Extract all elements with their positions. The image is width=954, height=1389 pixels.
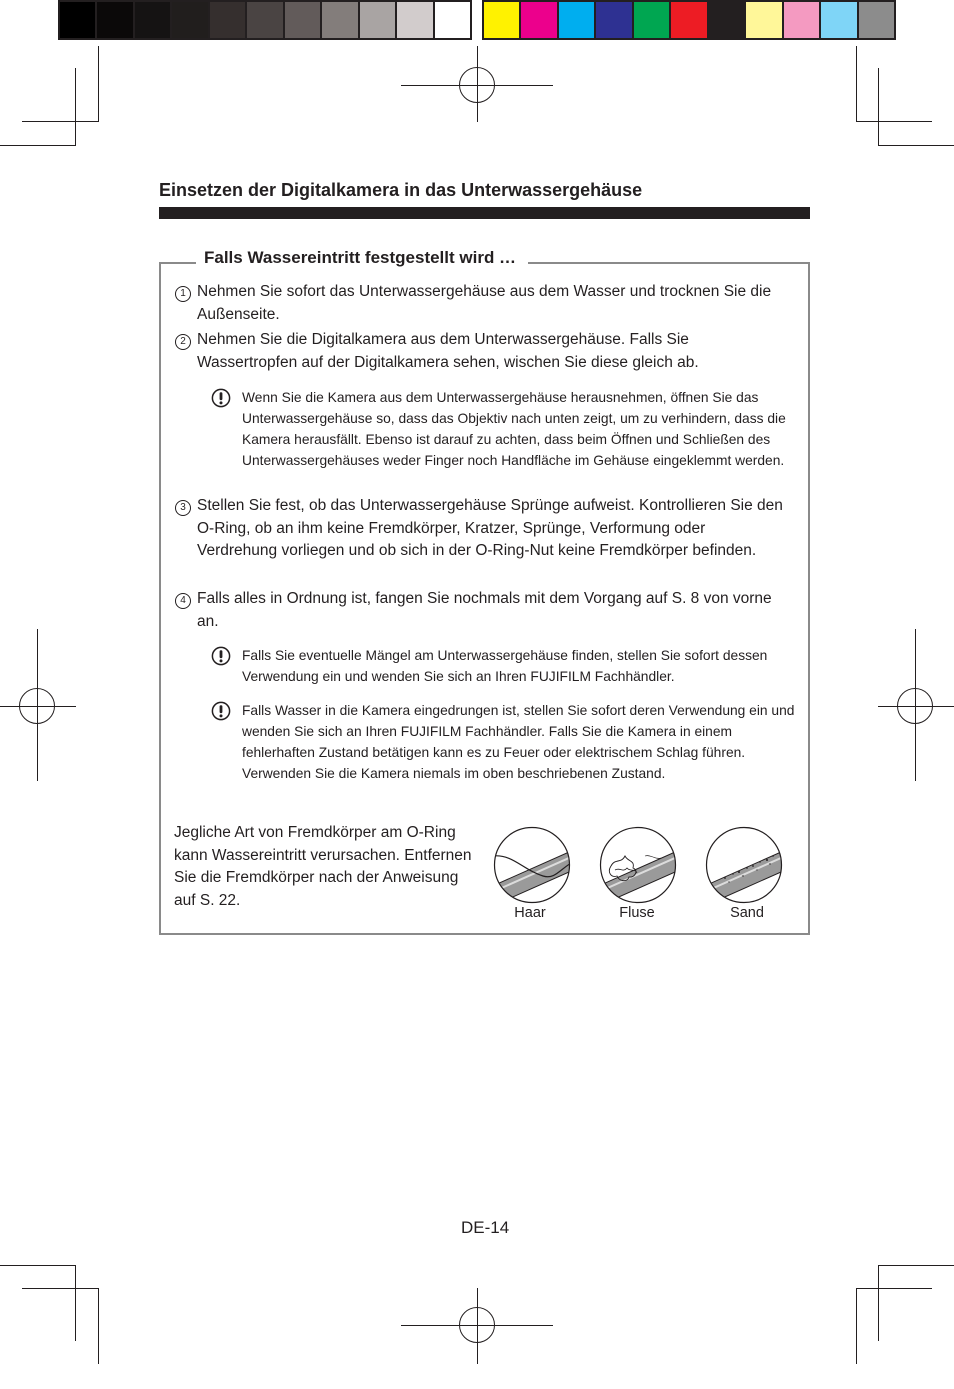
- caution-note-2: [211, 645, 801, 687]
- color-swatch: [60, 2, 95, 38]
- registration-circle: [897, 688, 933, 724]
- color-calibration-bar: [482, 0, 896, 40]
- crop-mark: [22, 1288, 98, 1289]
- step-number: 4: [175, 593, 191, 609]
- step-text: Nehmen Sie sofort das Unterwassergehäuse aus dem Wasser und trocknen Sie die Außenseite.: [197, 283, 772, 323]
- crop-mark: [856, 121, 932, 122]
- step-number: 1: [175, 286, 191, 302]
- color-swatch: [135, 2, 170, 38]
- color-swatch: [285, 2, 320, 38]
- sand-on-o-ring-icon: [705, 826, 783, 904]
- crop-mark: [856, 1288, 857, 1364]
- step-text: Falls alles in Ordnung ist, fangen Sie nochmals mit dem Vorgang auf S. 8 von vorne an.: [197, 590, 772, 630]
- box-title: Falls Wassereintritt festgestellt wird …: [196, 248, 528, 268]
- color-swatch: [210, 2, 245, 38]
- color-swatch: [97, 2, 132, 38]
- note-text: Falls Sie eventuelle Mängel am Unterwassergehäuse finden, stellen Sie sofort dessen Verwendung ein und wenden Sie sich an Ihren FUJIFILM Fachhändler.: [242, 648, 768, 684]
- color-swatch: [172, 2, 207, 38]
- step-1: [174, 281, 784, 326]
- color-swatch: [821, 2, 856, 38]
- color-swatch: [484, 2, 519, 38]
- crop-mark: [98, 1288, 99, 1364]
- caution-icon: [211, 388, 231, 408]
- grayscale-calibration-bar: [58, 0, 472, 40]
- figure-caption-sand: Sand: [730, 905, 764, 921]
- figure-caption-hair: Haar: [514, 905, 546, 921]
- caution-note-3: [211, 700, 801, 784]
- step-3: [174, 495, 784, 563]
- color-swatch: [671, 2, 706, 38]
- step-4: [174, 588, 784, 633]
- crop-mark: [22, 121, 98, 122]
- color-swatch: [559, 2, 594, 38]
- crop-mark: [0, 145, 75, 146]
- caution-icon: [211, 701, 231, 721]
- registration-circle: [459, 1307, 495, 1343]
- crop-mark: [98, 46, 99, 122]
- color-swatch: [247, 2, 282, 38]
- page-number: DE-14: [461, 1218, 510, 1237]
- color-swatch: [397, 2, 432, 38]
- crop-mark: [0, 1265, 75, 1266]
- step-text: Nehmen Sie die Digitalkamera aus dem Unterwassergehäuse. Falls Sie Wassertropfen auf der Digitalkamera sehen, wischen Sie diese gleich ab.: [197, 331, 699, 371]
- color-swatch: [634, 2, 669, 38]
- color-swatch: [596, 2, 631, 38]
- color-swatch: [784, 2, 819, 38]
- note-text: Falls Wasser in die Kamera eingedrungen ist, stellen Sie sofort deren Verwendung ein und wenden Sie sich an Ihren FUJIFILM Fachhändler. Falls Sie die Kamera in einem fehlerhaften Zustand betätigen kann es zu Feuer oder elektrischem Schlag führen. Verwenden Sie die Kamera niemals im oben beschriebenen Zustand.: [242, 703, 795, 781]
- color-swatch: [521, 2, 556, 38]
- step-2: [174, 329, 784, 374]
- figure-caption-lint: Fluse: [619, 905, 655, 921]
- crop-mark: [856, 1288, 932, 1289]
- color-swatch: [746, 2, 781, 38]
- color-swatch: [709, 2, 744, 38]
- color-swatch: [435, 2, 470, 38]
- crop-mark: [75, 1265, 76, 1341]
- section-title-rule: [159, 207, 810, 219]
- registration-circle: [19, 688, 55, 724]
- crop-mark: [878, 1265, 879, 1341]
- foreign-matter-text: Jegliche Art von Fremdkörper am O-Ring kann Wassereintritt verursachen. Entfernen Sie die Fremdkörper nach der Anweisung auf S. 22.: [174, 824, 472, 909]
- crop-mark: [878, 145, 954, 146]
- crop-mark: [878, 68, 879, 146]
- color-swatch: [322, 2, 357, 38]
- hair-on-o-ring-icon: [493, 826, 571, 904]
- registration-circle: [459, 67, 495, 103]
- note-text: Wenn Sie die Kamera aus dem Unterwassergehäuse herausnehmen, öffnen Sie das Unterwassergehäuse so, dass das Objektiv nach unten zeigt, um zu verhindern, dass die Kamera herausfällt. Ebenso ist darauf zu achten, dass beim Öffnen und Schließen des Unterwassergehäuses weder Finger noch Handfläche im Gehäuse eingeklemmt werden.: [242, 390, 786, 468]
- lint-on-o-ring-icon: [599, 826, 677, 904]
- step-number: 3: [175, 500, 191, 516]
- section-title: Einsetzen der Digitalkamera in das Unterwassergehäuse: [159, 180, 643, 200]
- color-swatch: [360, 2, 395, 38]
- caution-note-1: [211, 387, 801, 471]
- color-swatch: [859, 2, 894, 38]
- crop-mark: [856, 46, 857, 122]
- crop-mark: [75, 68, 76, 146]
- step-number: 2: [175, 334, 191, 350]
- crop-mark: [878, 1265, 954, 1266]
- caution-icon: [211, 646, 231, 666]
- step-text: Stellen Sie fest, ob das Unterwassergehäuse Sprünge aufweist. Kontrollieren Sie den O-Ring, ob an ihm keine Fremdkörper, Kratzer, Sprünge, Verformung oder Verdrehung vorliegen und ob sich in der O-Ring-Nut keine Fremdkörper befinden.: [197, 497, 783, 559]
